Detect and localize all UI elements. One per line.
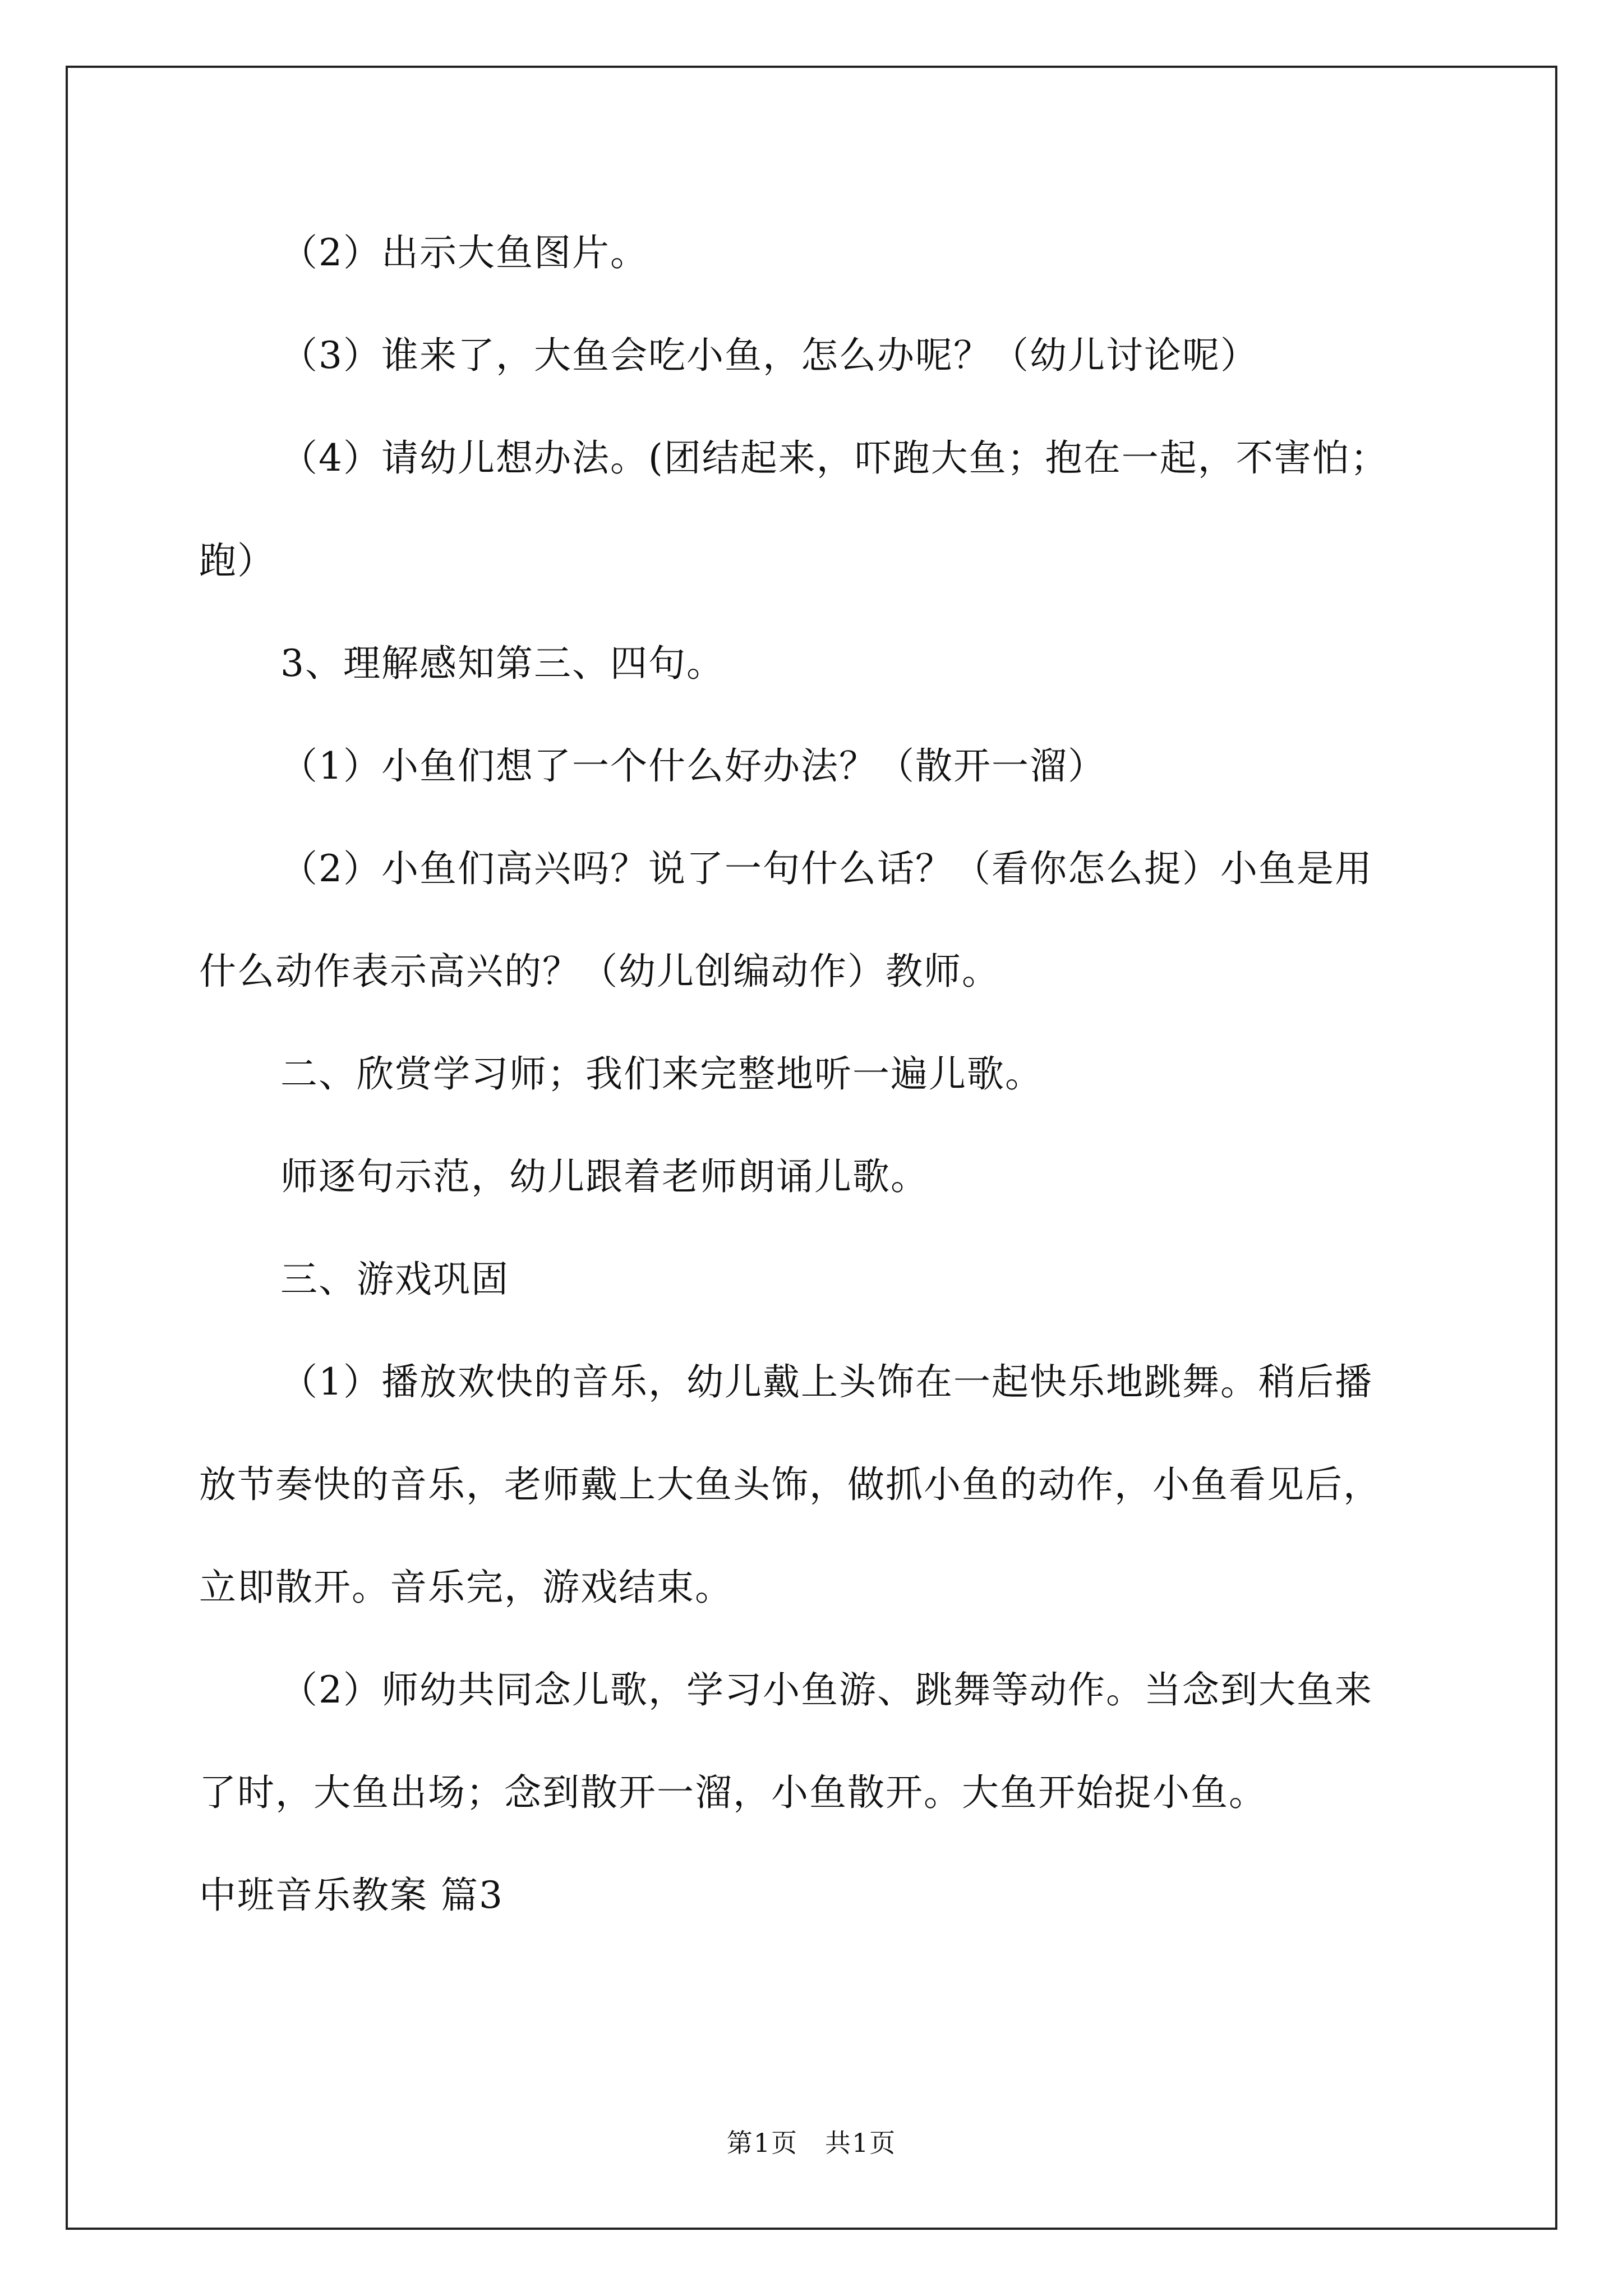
paragraph-line: （4）请幼儿想办法。(团结起来，吓跑大鱼；抱在一起，不害怕； (280, 436, 1389, 480)
paragraph-line: 跑） (199, 539, 275, 582)
paragraph-line: （3）谁来了，大鱼会吃小鱼，怎么办呢？（幼儿讨论呢） (280, 334, 1258, 377)
paragraph-line: 二、欣赏学习师；我们来完整地听一遍儿歌。 (280, 1052, 1043, 1096)
paragraph-line: （1）播放欢快的音乐，幼儿戴上头饰在一起快乐地跳舞。稍后播 (280, 1360, 1373, 1404)
paragraph-line: 师逐句示范，幼儿跟着老师朗诵儿歌。 (280, 1155, 929, 1198)
paragraph-line: （2）出示大鱼图片。 (280, 231, 648, 274)
paragraph-line: 立即散开。音乐完，游戏结束。 (199, 1566, 733, 1609)
page-footer: 第1页 共1页 (726, 2128, 897, 2158)
paragraph-line: 放节奏快的音乐，老师戴上大鱼头饰，做抓小鱼的动作，小鱼看见后， (199, 1463, 1381, 1506)
paragraph-line: 了时，大鱼出场；念到散开一溜，小鱼散开。大鱼开始捉小鱼。 (199, 1771, 1267, 1814)
paragraph-line: 什么动作表示高兴的？（幼儿创编动作）教师。 (199, 950, 1000, 993)
paragraph-line: （2）小鱼们高兴吗？说了一句什么话？（看你怎么捉）小鱼是用 (280, 847, 1373, 890)
paragraph-line: （1）小鱼们想了一个什么好办法？（散开一溜） (280, 744, 1106, 788)
paragraph-line: 三、游戏巩固 (280, 1258, 509, 1301)
section-heading: 中班音乐教案 篇3 (199, 1874, 504, 1917)
paragraph-line: 3、理解感知第三、四句。 (280, 642, 725, 685)
paragraph-line: （2）师幼共同念儿歌，学习小鱼游、跳舞等动作。当念到大鱼来 (280, 1668, 1373, 1711)
